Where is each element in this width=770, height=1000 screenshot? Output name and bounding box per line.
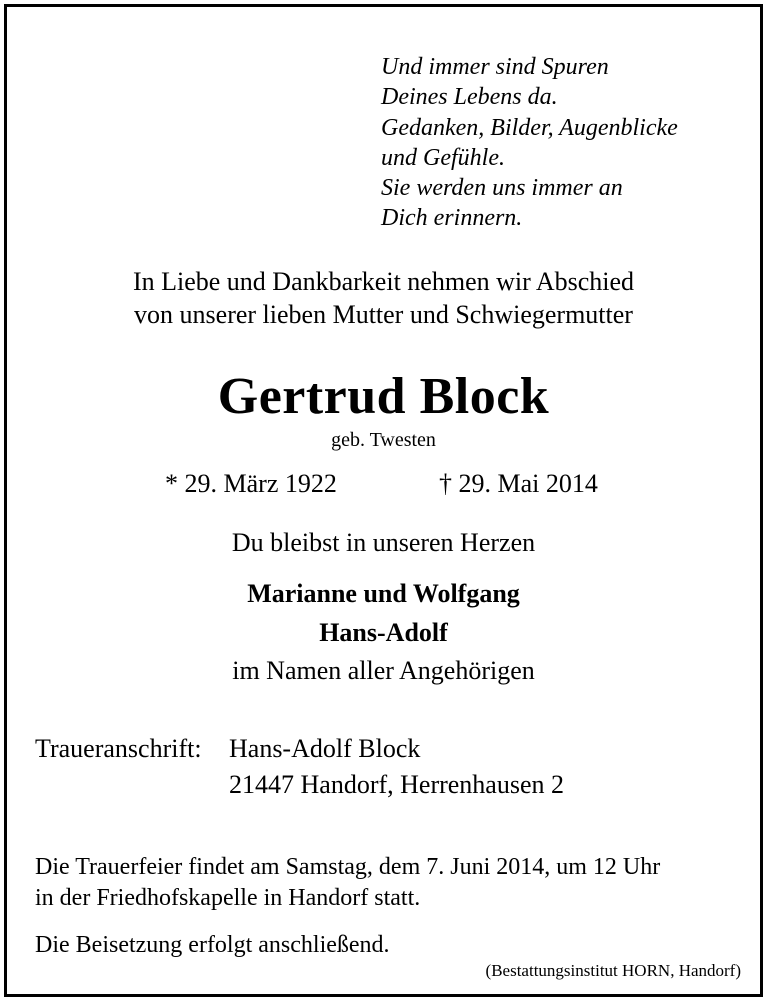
- maiden-name: geb. Twesten: [331, 429, 436, 451]
- obituary-notice: [4, 4, 763, 997]
- relatives-text: im Namen aller Angehörigen: [232, 656, 535, 685]
- signers: [7, 574, 760, 652]
- burial-info: Die Beisetzung erfolgt anschließend.: [35, 932, 390, 958]
- intro-text: [7, 265, 760, 331]
- poem-line: Sie werden uns immer an: [381, 175, 623, 202]
- intro-line-1: In Liebe und Dankbarkeit nehmen wir Abschied: [132, 267, 635, 296]
- ceremony-line-2: in der Friedhofskapelle in Handorf statt.: [35, 885, 421, 911]
- poem-line: Deines Lebens da.: [381, 84, 558, 111]
- birth-date: * 29. März 1922: [165, 469, 337, 498]
- poem-line: Und immer sind Spuren: [381, 54, 609, 80]
- undertaker-credit: (Bestattungsinstitut HORN, Handorf): [485, 961, 741, 980]
- poem-line: Dich erinnern.: [381, 205, 523, 232]
- mourning-address-name: Hans-Adolf Block: [229, 734, 421, 763]
- ceremony-line-1: Die Trauerfeier findet am Samstag, dem 7. Juni 2014, um 12 Uhr: [35, 854, 661, 880]
- poem-verse: [381, 52, 678, 234]
- deceased-name: Gertrud Block: [217, 368, 550, 425]
- farewell-text: Du bleibst in unseren Herzen: [231, 528, 536, 557]
- ceremony-info: [35, 852, 660, 914]
- signer-line-1: Marianne und Wolfgang: [247, 579, 520, 608]
- mourning-address-label: Traueranschrift:: [35, 734, 202, 763]
- mourning-address-street: 21447 Handorf, Herrenhausen 2: [229, 770, 565, 799]
- signer-line-2: Hans-Adolf: [319, 618, 448, 647]
- intro-line-2: von unserer lieben Mutter und Schwiegermutter: [134, 300, 633, 329]
- poem-line: und Gefühle.: [381, 144, 505, 171]
- death-date: † 29. Mai 2014: [439, 469, 598, 498]
- poem-line: Gedanken, Bilder, Augenblicke: [381, 114, 678, 141]
